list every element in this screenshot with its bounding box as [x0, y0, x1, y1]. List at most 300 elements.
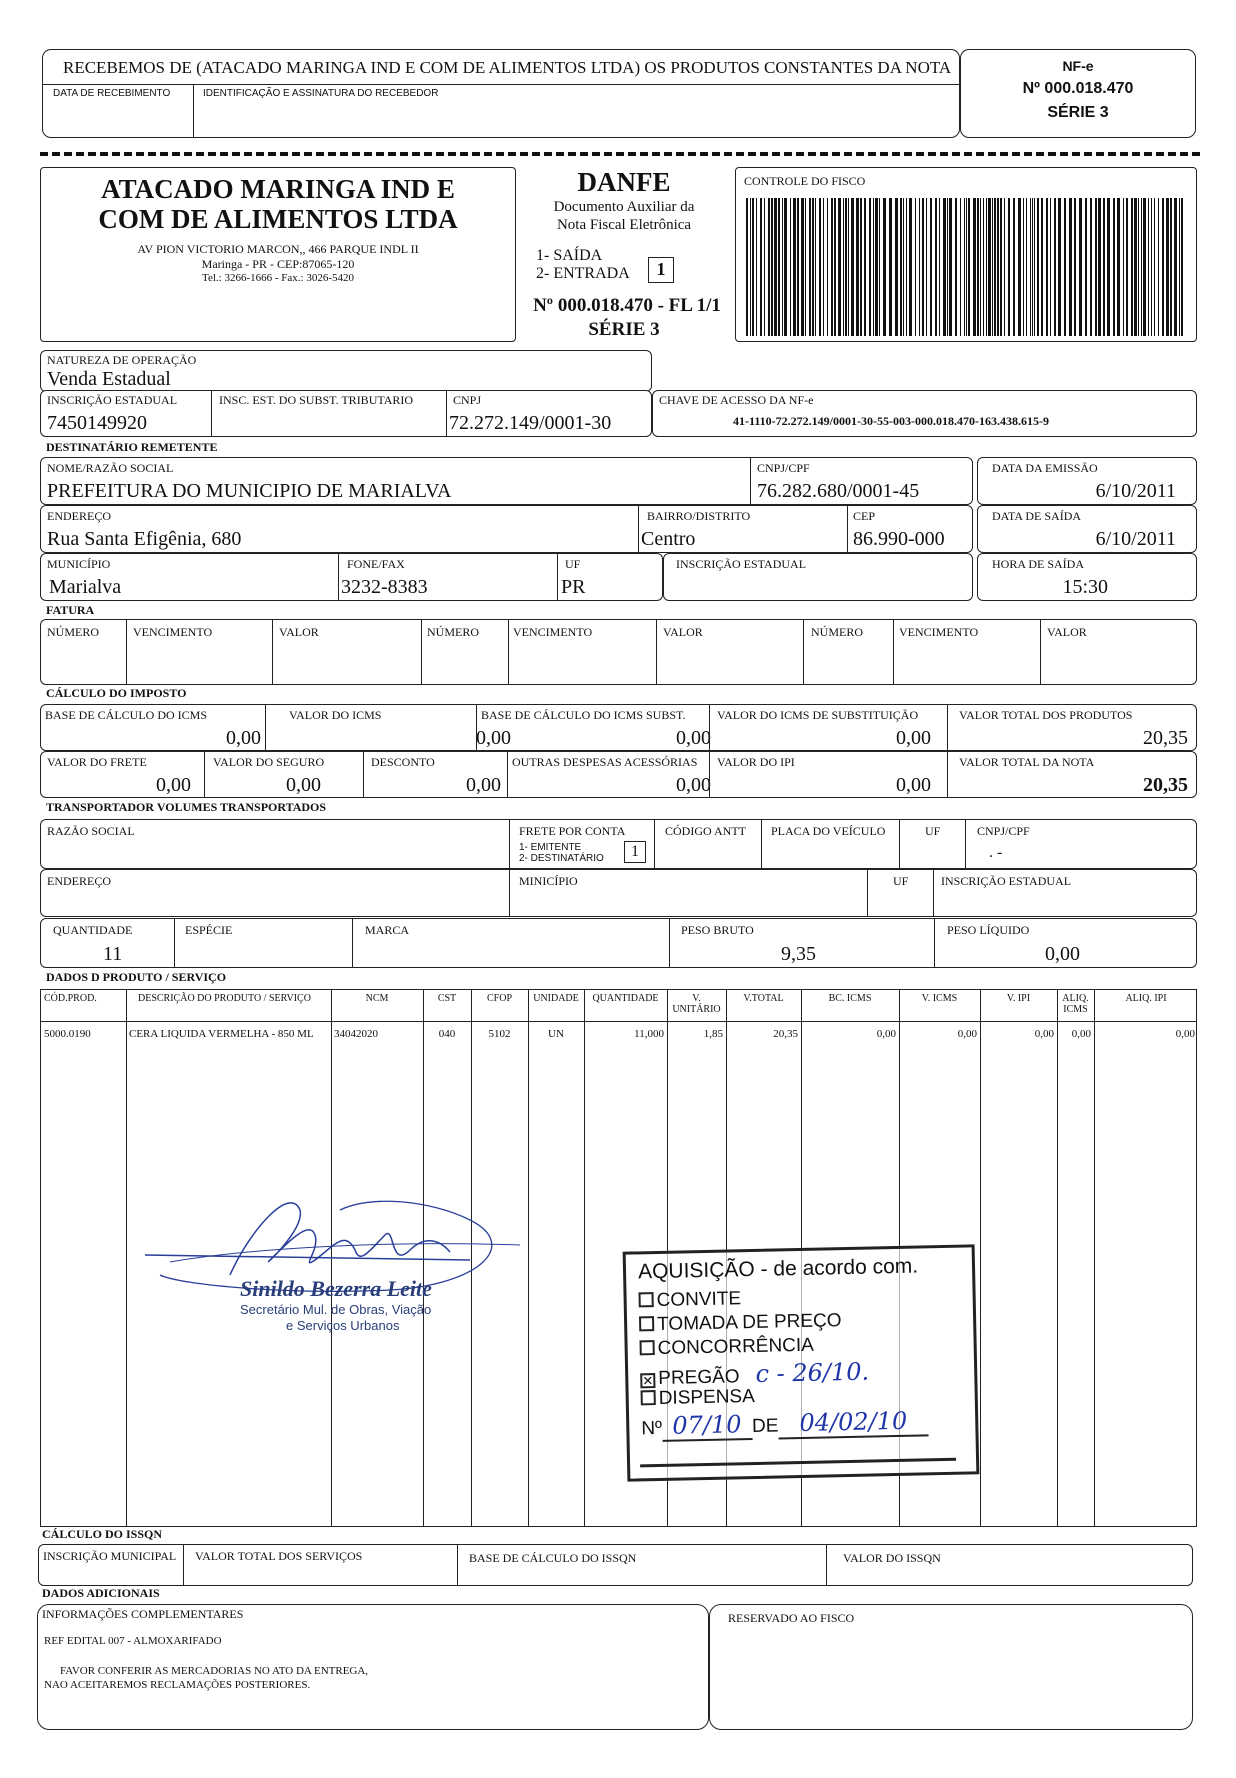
stamp-number-handwritten: 07/10 — [662, 1410, 753, 1442]
stamp-convite — [638, 1288, 741, 1312]
receiver-signature-label: IDENTIFICAÇÃO E ASSINATURA DO RECEBEDOR — [203, 88, 439, 99]
barcode-bar — [935, 198, 937, 336]
exit-date-box — [977, 505, 1197, 553]
barcode-bar — [1174, 198, 1177, 336]
fiscal-control-box — [735, 167, 1197, 342]
barcode-bar — [992, 198, 993, 336]
barcode-bar — [805, 198, 806, 336]
stamp-convite-label: CONVITE — [656, 1288, 742, 1312]
other-expenses-label: OUTRAS DESPESAS ACESSÓRIAS — [512, 755, 698, 769]
barcode-bar — [1000, 198, 1002, 336]
stamp-tomada — [639, 1310, 842, 1336]
carrier-section-title: TRANSPORTADOR VOLUMES TRANSPORTADOS — [46, 800, 327, 814]
barcode-bar — [1138, 198, 1139, 336]
operation-nature-label: NATUREZA DE OPERAÇÃO — [47, 353, 197, 367]
issqn-row — [38, 1544, 1193, 1586]
city: Marialva — [49, 576, 122, 598]
barcode-bar — [815, 198, 816, 336]
additional-section-title: DADOS ADICIONAIS — [42, 1586, 160, 1600]
freight-mode-label: FRETE POR CONTA — [519, 824, 626, 838]
insurance: 0,00 — [286, 774, 321, 796]
column-divider — [980, 990, 981, 1021]
product-cell-description: CERA LIQUIDA VERMELHA - 850 ML — [129, 1028, 314, 1040]
column-divider — [126, 990, 127, 1021]
barcode-bar — [1103, 198, 1105, 336]
ipi-value: 0,00 — [896, 774, 931, 796]
barcode-bar — [983, 198, 984, 336]
fisco-reserved-label: RESERVADO AO FISCO — [728, 1611, 855, 1625]
danfe-subtitle1: Documento Auxiliar da — [553, 199, 695, 215]
barcode-bar — [809, 198, 811, 336]
exit-date-label: DATA DE SAÍDA — [992, 509, 1082, 523]
stamp-number-label: Nº — [641, 1417, 663, 1440]
gross-weight-label: PESO BRUTO — [681, 923, 754, 937]
column-divider — [471, 990, 472, 1021]
barcode-bar — [988, 198, 991, 336]
issue-date-box — [977, 457, 1197, 505]
barcode-bar — [1074, 198, 1076, 336]
invoice-box — [40, 619, 1197, 685]
column-header-unit-price: V. UNITÁRIO — [672, 993, 721, 1015]
district-label: BAIRRO/DISTRITO — [647, 509, 751, 523]
barcode-bar — [960, 198, 961, 336]
barcode-bar — [1117, 198, 1120, 336]
phone: 3232-8383 — [341, 576, 428, 598]
barcode-bar — [752, 198, 754, 336]
barcode-bar — [1095, 198, 1097, 336]
barcode-bar — [1131, 198, 1133, 336]
icms-base: 0,00 — [226, 727, 261, 749]
barcode-bar — [819, 198, 821, 336]
operation-nature-box — [40, 350, 652, 392]
danfe-number: Nº 000.018.470 - FL 1/1 — [533, 295, 721, 316]
issuer-registration-box — [40, 390, 652, 437]
danfe-type-box: 1 — [648, 257, 674, 283]
products-header — [41, 990, 1196, 1022]
column-divider — [1057, 1022, 1058, 1526]
barcode-bar — [1170, 198, 1172, 336]
barcode-bar — [1181, 198, 1183, 336]
product-cell-icms-base: 0,00 — [876, 1028, 896, 1040]
issqn-section-title: CÁLCULO DO ISSQN — [42, 1527, 163, 1541]
column-header-cst: CST — [437, 993, 457, 1004]
net-weight-label: PESO LÍQUIDO — [947, 923, 1030, 937]
carrier-row-2 — [40, 869, 1197, 917]
column-divider — [1057, 990, 1058, 1021]
barcode-bar — [768, 198, 770, 336]
barcode-bar — [1179, 198, 1180, 336]
column-divider — [980, 1022, 981, 1526]
column-header-total: V.TOTAL — [743, 993, 784, 1004]
product-cell-ncm: 34042020 — [334, 1028, 378, 1040]
cut-line — [40, 152, 1200, 156]
column-header-quantity: QUANTIDADE — [592, 993, 659, 1004]
recipient-city-box — [40, 553, 663, 601]
barcode-bar — [1023, 198, 1024, 336]
product-cell-total: 20,35 — [773, 1028, 798, 1040]
barcode-bar — [764, 198, 765, 336]
invoice-value-label-2: VALOR — [663, 625, 703, 639]
barcode-bar — [784, 198, 787, 336]
zip-label: CEP — [853, 509, 876, 523]
danfe-entrada: 2- ENTRADA — [536, 265, 630, 282]
issqn-value-label: VALOR DO ISSQN — [843, 1551, 941, 1565]
receipt-date-label: DATA DE RECEBIMENTO — [53, 88, 171, 99]
barcode-bar — [860, 198, 862, 336]
nfe-number-box — [960, 49, 1196, 138]
exit-time: 15:30 — [1062, 576, 1108, 598]
barcode-bar — [838, 198, 841, 336]
additional-info-box — [37, 1604, 709, 1730]
product-cell-code: 5000.0190 — [44, 1028, 91, 1040]
column-divider — [584, 1022, 585, 1526]
column-header-icms-value: V. ICMS — [921, 993, 958, 1004]
plate-label: PLACA DO VEÍCULO — [771, 824, 886, 838]
barcode-bar — [1158, 198, 1159, 336]
brand-label: MARCA — [365, 923, 410, 937]
procurement-stamp — [623, 1244, 980, 1481]
danfe-saida: 1- SAÍDA — [536, 247, 603, 264]
receipt-statement: RECEBEMOS DE (ATACADO MARINGA IND E COM DE ALIMENTOS LTDA) OS PRODUTOS CONSTANTES DA NOTA — [63, 58, 952, 77]
municipal-registration-label: INSCRIÇÃO MUNICIPAL — [43, 1549, 177, 1563]
barcode-bar — [986, 198, 987, 336]
volumes-row — [40, 918, 1197, 968]
barcode-bar — [875, 198, 878, 336]
barcode-bar — [922, 198, 924, 336]
carrier-ie-label: INSCRIÇÃO ESTADUAL — [941, 874, 1072, 888]
freight: 0,00 — [156, 774, 191, 796]
barcode-bar — [915, 198, 916, 336]
operation-nature-value: Venda Estadual — [47, 368, 171, 390]
barcode-bar — [782, 198, 783, 336]
carrier-name-label: RAZÃO SOCIAL — [47, 824, 135, 838]
barcode-bar — [906, 198, 907, 336]
recipient-ie-box — [663, 553, 973, 601]
invoice-number-label-3: NÚMERO — [811, 625, 864, 639]
exit-time-box — [977, 553, 1197, 601]
signature — [140, 1190, 530, 1340]
carrier-cnpj-label: CNPJ/CPF — [977, 824, 1030, 838]
exit-date: 6/10/2011 — [1095, 528, 1176, 550]
recipient-name: PREFEITURA DO MUNICIPIO DE MARIALVA — [47, 480, 452, 502]
fiscal-control-label: CONTROLE DO FISCO — [744, 174, 866, 188]
column-header-code: CÓD.PROD. — [44, 993, 97, 1004]
quantity: 11 — [103, 943, 123, 965]
barcode-bar — [793, 198, 796, 336]
checkbox-concorrencia — [639, 1340, 654, 1355]
fisco-reserved-box — [709, 1604, 1193, 1730]
barcode-bar — [1054, 198, 1056, 336]
column-header-unit: UNIDADE — [533, 993, 579, 1004]
barcode-bar — [977, 198, 979, 336]
species-label: ESPÉCIE — [185, 923, 233, 937]
barcode-bar — [778, 198, 780, 336]
barcode-bar — [1004, 198, 1005, 336]
barcode-bar — [900, 198, 902, 336]
invoice-number-label-2: NÚMERO — [427, 625, 480, 639]
barcode-bar — [848, 198, 849, 336]
barcode-bar — [994, 198, 996, 336]
invoice-total-label: VALOR TOTAL DA NOTA — [959, 755, 1095, 769]
issuer-cnpj-value: 72.272.149/0001-30 — [449, 412, 612, 434]
invoice-value-label-1: VALOR — [279, 625, 319, 639]
barcode-bar — [1079, 198, 1082, 336]
checkbox-dispensa — [641, 1390, 656, 1405]
barcode — [746, 198, 1186, 338]
tax-section-title: CÁLCULO DO IMPOSTO — [46, 686, 187, 700]
subst-registration-label: INSC. EST. DO SUBST. TRIBUTARIO — [219, 393, 414, 407]
barcode-bar — [1058, 198, 1061, 336]
column-divider — [331, 990, 332, 1021]
exit-time-label: HORA DE SAÍDA — [992, 557, 1085, 571]
products-total: 20,35 — [1143, 727, 1188, 749]
recipient-name-box — [40, 457, 973, 505]
recipient-name-label: NOME/RAZÃO SOCIAL — [47, 461, 174, 475]
signatory-name: Sinildo Bezerra Leite — [240, 1276, 432, 1301]
tax-row-1 — [40, 704, 1197, 751]
barcode-bar — [756, 198, 757, 336]
ipi-value-label: VALOR DO IPI — [717, 755, 795, 769]
city-label: MUNICÍPIO — [47, 557, 111, 571]
product-cell-icms-value: 0,00 — [957, 1028, 977, 1040]
column-header-ncm: NCM — [365, 993, 389, 1004]
barcode-bar — [1037, 198, 1039, 336]
danfe-series: SÉRIE 3 — [588, 319, 660, 340]
barcode-bar — [1026, 198, 1027, 336]
insurance-label: VALOR DO SEGURO — [213, 755, 325, 769]
stamp-concorrencia-label: CONCORRÊNCIA — [657, 1334, 815, 1359]
icms-value-label: VALOR DO ICMS — [289, 708, 382, 722]
stamp-dispensa-label: DISPENSA — [658, 1385, 756, 1409]
barcode-bar — [1090, 198, 1092, 336]
barcode-bar — [1123, 198, 1124, 336]
services-total-label: VALOR TOTAL DOS SERVIÇOS — [195, 1549, 363, 1563]
barcode-bar — [831, 198, 833, 336]
receipt-stub — [42, 49, 960, 138]
column-header-cfop: CFOP — [486, 993, 512, 1004]
danfe-title: DANFE — [577, 167, 671, 197]
column-header-ipi-rate: ALIQ. IPI — [1125, 993, 1167, 1004]
barcode-bar — [1166, 198, 1169, 336]
invoice-total: 20,35 — [1143, 774, 1188, 796]
signatory-title1: Secretário Mul. de Obras, Viação — [240, 1302, 432, 1317]
recipient-address-label: ENDEREÇO — [47, 509, 111, 523]
danfe-subtitle2: Nota Fiscal Eletrônica — [556, 217, 692, 233]
issue-date: 6/10/2011 — [1095, 480, 1176, 502]
stamp-number-line — [641, 1406, 929, 1442]
barcode-bar — [1064, 198, 1066, 336]
issuer-box — [40, 167, 516, 342]
product-cell-icms-rate: 0,00 — [1071, 1028, 1091, 1040]
nfe-label: NF-e — [1062, 58, 1094, 74]
barcode-bar — [851, 198, 854, 336]
barcode-bar — [1018, 198, 1021, 336]
antt-label: CÓDIGO ANTT — [665, 824, 746, 838]
column-header-icms-base: BC. ICMS — [828, 993, 872, 1004]
barcode-bar — [1050, 198, 1051, 336]
freight-mode-option2: 2- DESTINATÁRIO — [519, 853, 604, 864]
invoice-due-label-3: VENCIMENTO — [899, 625, 979, 639]
barcode-bar — [883, 198, 886, 336]
product-cell-cst: 040 — [438, 1028, 456, 1040]
icms-base-label: BASE DE CÁLCULO DO ICMS — [45, 708, 208, 722]
gross-weight: 9,35 — [781, 943, 816, 965]
stamp-concorrencia — [639, 1335, 814, 1361]
barcode-bar — [1126, 198, 1128, 336]
column-divider — [801, 990, 802, 1021]
barcode-bar — [1162, 198, 1164, 336]
additional-info-msg2: NAO ACEITAREMOS RECLAMAÇÕES POSTERIORES. — [44, 1679, 311, 1691]
barcode-bar — [930, 198, 932, 336]
product-cell-unit: UN — [548, 1028, 564, 1040]
barcode-bar — [1008, 198, 1010, 336]
barcode-bar — [827, 198, 828, 336]
barcode-bar — [939, 198, 940, 336]
barcode-bar — [1148, 198, 1149, 336]
product-cell-quantity: 11,000 — [634, 1028, 664, 1040]
barcode-bar — [909, 198, 912, 336]
column-divider — [726, 990, 727, 1021]
district: Centro — [641, 528, 696, 550]
stamp-pregao — [640, 1358, 869, 1391]
barcode-bar — [943, 198, 946, 336]
freight-label: VALOR DO FRETE — [47, 755, 147, 769]
stamp-bottom-rule — [640, 1458, 956, 1468]
issuer-cnpj-label: CNPJ — [453, 393, 482, 407]
column-divider — [667, 990, 668, 1021]
danfe-header — [516, 167, 732, 342]
checkbox-pregao-checked: ✕ — [640, 1373, 655, 1388]
carrier-uf-label: UF — [925, 824, 941, 838]
product-cell-ipi-rate: 0,00 — [1175, 1028, 1195, 1040]
barcode-bar — [1034, 198, 1035, 336]
state-label: UF — [565, 557, 581, 571]
recipient-address-box — [40, 505, 973, 553]
column-divider — [1094, 990, 1095, 1021]
other-expenses: 0,00 — [676, 774, 711, 796]
stamp-title: AQUISIÇÃO - de acordo com. — [637, 1254, 919, 1284]
barcode-bar — [1134, 198, 1137, 336]
additional-info-msg1: FAVOR CONFERIR AS MERCADORIAS NO ATO DA ENTREGA, — [60, 1665, 369, 1677]
freight-mode-value: 1 — [624, 841, 646, 863]
net-weight: 0,00 — [1045, 943, 1080, 965]
barcode-bar — [879, 198, 880, 336]
access-key-label: CHAVE DE ACESSO DA NF-e — [659, 393, 814, 407]
stamp-tomada-label: TOMADA DE PREÇO — [656, 1310, 842, 1336]
barcode-bar — [968, 198, 970, 336]
barcode-bar — [843, 198, 844, 336]
carrier-city-label: MINICÍPIO — [519, 874, 578, 888]
barcode-bar — [997, 198, 999, 336]
stamp-dispensa — [640, 1386, 755, 1410]
invoice-number-label-1: NÚMERO — [47, 625, 100, 639]
barcode-bar — [823, 198, 824, 336]
barcode-bar — [1154, 198, 1155, 336]
barcode-bar — [746, 198, 748, 336]
recipient-ie-label: INSCRIÇÃO ESTADUAL — [676, 557, 807, 571]
invoice-due-label-1: VENCIMENTO — [133, 625, 213, 639]
barcode-bar — [873, 198, 874, 336]
quantity-label: QUANTIDADE — [53, 923, 133, 937]
recipient-cnpj: 76.282.680/0001-45 — [757, 480, 920, 502]
issqn-base-label: BASE DE CÁLCULO DO ISSQN — [469, 1551, 637, 1565]
product-cell-ipi-value: 0,00 — [1034, 1028, 1054, 1040]
barcode-bar — [1113, 198, 1115, 336]
state: PR — [561, 576, 586, 598]
tax-row-2 — [40, 751, 1197, 798]
barcode-bar — [834, 198, 836, 336]
barcode-bar — [973, 198, 976, 336]
barcode-bar — [1032, 198, 1033, 336]
recipient-section-title: DESTINATÁRIO REMETENTE — [46, 440, 218, 454]
barcode-bar — [864, 198, 866, 336]
barcode-bar — [1030, 198, 1031, 336]
barcode-bar — [797, 198, 799, 336]
barcode-bar — [1143, 198, 1146, 336]
barcode-bar — [947, 198, 948, 336]
column-divider — [899, 990, 900, 1021]
additional-info-label: INFORMAÇÕES COMPLEMENTARES — [42, 1607, 244, 1621]
product-cell-unit-price: 1,85 — [703, 1028, 723, 1040]
recipient-cnpj-label: CNPJ/CPF — [757, 461, 810, 475]
freight-mode-option1: 1- EMITENTE — [519, 842, 582, 853]
invoice-section-title: FATURA — [46, 603, 95, 617]
carrier-row-1 — [40, 819, 1197, 869]
carrier-cnpj: . - — [989, 844, 1003, 861]
barcode-bar — [869, 198, 871, 336]
column-divider — [423, 990, 424, 1021]
invoice-value-label-3: VALOR — [1047, 625, 1087, 639]
barcode-bar — [949, 198, 952, 336]
stamp-pregao-label: PREGÃO — [658, 1366, 740, 1389]
barcode-bar — [790, 198, 791, 336]
product-cell-cfop: 5102 — [488, 1028, 511, 1040]
barcode-bar — [889, 198, 892, 336]
barcode-bar — [1013, 198, 1015, 336]
issuer-name-line1: ATACADO MARINGA IND E — [101, 174, 455, 204]
column-divider — [1094, 1022, 1095, 1526]
barcode-bar — [845, 198, 847, 336]
column-header-ipi-value: V. IPI — [1006, 993, 1031, 1004]
checkbox-convite — [638, 1292, 653, 1307]
issuer-address: AV PION VICTORIO MARCON,, 466 PARQUE INDL II — [137, 242, 419, 256]
checkbox-tomada — [639, 1316, 654, 1331]
state-registration-value: 7450149920 — [47, 412, 147, 434]
state-registration-label: INSCRIÇÃO ESTADUAL — [47, 393, 178, 407]
column-divider — [584, 990, 585, 1021]
zip: 86.990-000 — [853, 528, 945, 550]
barcode-bar — [895, 198, 898, 336]
column-header-description: DESCRIÇÃO DO PRODUTO / SERVIÇO — [138, 993, 311, 1004]
barcode-bar — [856, 198, 859, 336]
barcode-bar — [1151, 198, 1152, 336]
discount: 0,00 — [466, 774, 501, 796]
icms-st-base: 0,00 — [676, 727, 711, 749]
barcode-bar — [1141, 198, 1142, 336]
additional-info-ref: REF EDITAL 007 - ALMOXARIFADO — [44, 1635, 222, 1647]
nfe-number: Nº 000.018.470 — [1022, 80, 1134, 97]
products-section-title: DADOS D PRODUTO / SERVIÇO — [46, 970, 227, 984]
nfe-series: SÉRIE 3 — [1047, 104, 1109, 121]
barcode-bar — [771, 198, 773, 336]
barcode-bar — [801, 198, 804, 336]
icms-value: 0,00 — [476, 727, 511, 749]
barcode-bar — [1085, 198, 1087, 336]
stamp-date-handwritten: 04/02/10 — [778, 1406, 929, 1439]
barcode-bar — [980, 198, 981, 336]
barcode-bar — [1098, 198, 1101, 336]
icms-st-value-label: VALOR DO ICMS DE SUBSTITUIÇÃO — [717, 708, 919, 722]
